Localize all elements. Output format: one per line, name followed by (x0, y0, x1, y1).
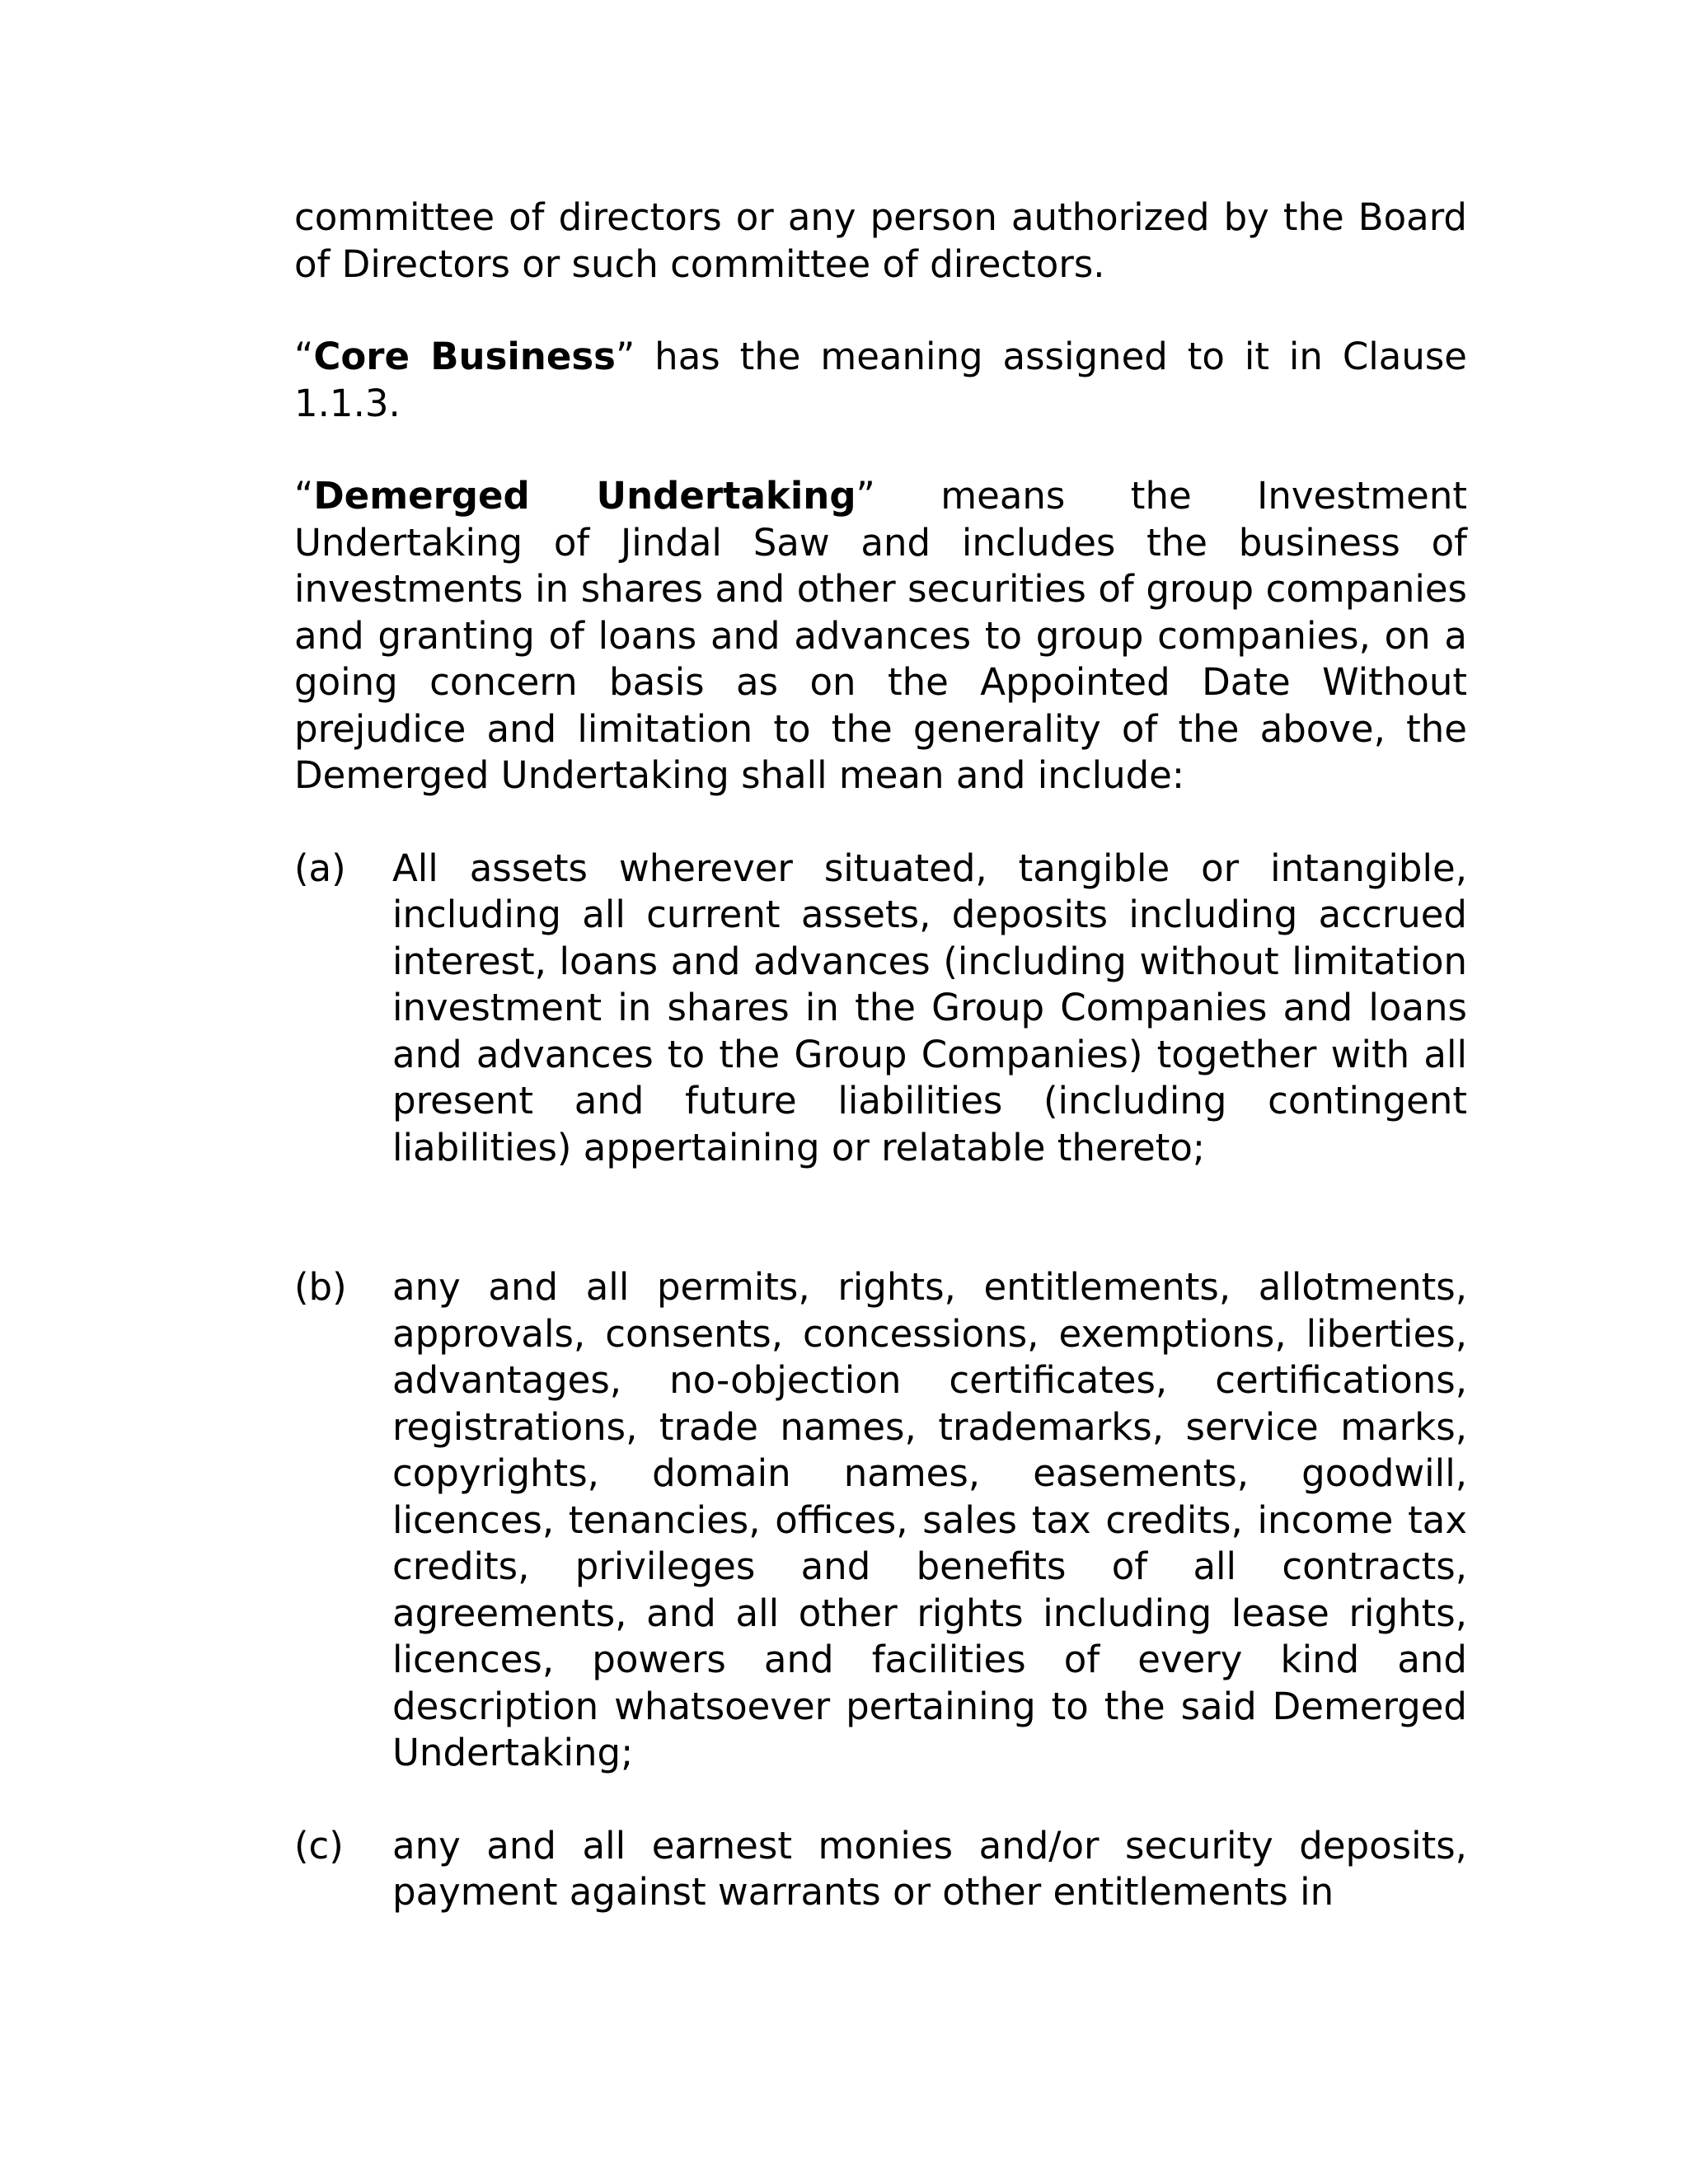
definition-text-core-business: has the meaning assigned to it in Clause 1.1.3. (294, 335, 1467, 425)
defined-term-core-business: Core Business (313, 335, 616, 378)
close-quote: ” (856, 474, 875, 518)
list-item-text: any and all permits, rights, entitlements, allotments, approvals, consents, concessions, exemptions, liberties, advantages, no-objection certificates, certifications, registrations, trade names, trademarks, service marks, copyrights, domain names, easements, goodwill, licences, tenancies, offices, sales tax credits, income tax credits, privileges and benefits of all contracts, agreements, and all other rights including lease rights, licences, powers and facilities of every kind and description whatsoever pertaining to the said Demerged Undertaking; (392, 1265, 1467, 1774)
document-page (294, 194, 1467, 1916)
list-item-marker: (a) (294, 846, 346, 890)
paragraph-committee-text: committee of directors or any person authorized by the Board of Directors or such committee of directors. (294, 195, 1467, 286)
list-item-text: All assets wherever situated, tangible or intangible, including all current assets, deposits including accrued interest, loans and advances (including without limitation investment in shares in the Group Companies and loans and advances to the Group Companies) together with all present and future liabilities (including contingent liabilities) appertaining or relatable thereto; (392, 846, 1467, 1169)
list-item-marker: (b) (294, 1265, 347, 1309)
close-quote: ” (615, 335, 635, 378)
paragraph-committee (294, 194, 1467, 288)
open-quote: “ (294, 335, 314, 378)
definition-demerged-undertaking (294, 473, 1467, 799)
definition-text-demerged-undertaking: means the Investment Undertaking of Jindal Saw and includes the business of investments in shares and other securities of group companies and granting of loans and advances to group companies, on a going concern basis as on the Appointed Date Without prejudice and limitation to the generality of the above, the Demerged Undertaking shall mean and include: (294, 474, 1467, 797)
vertical-spacer (294, 1217, 1467, 1264)
list-item-marker: (c) (294, 1823, 344, 1868)
list-item-b (294, 1264, 1467, 1777)
list-item-text: any and all earnest monies and/or security deposits, payment against warrants or other entitlements in (392, 1823, 1467, 1914)
open-quote: “ (294, 474, 314, 518)
defined-term-demerged-undertaking: Demerged Undertaking (313, 474, 856, 518)
list-item-a (294, 846, 1467, 1172)
list-item-c (294, 1823, 1467, 1916)
definition-core-business (294, 334, 1467, 427)
